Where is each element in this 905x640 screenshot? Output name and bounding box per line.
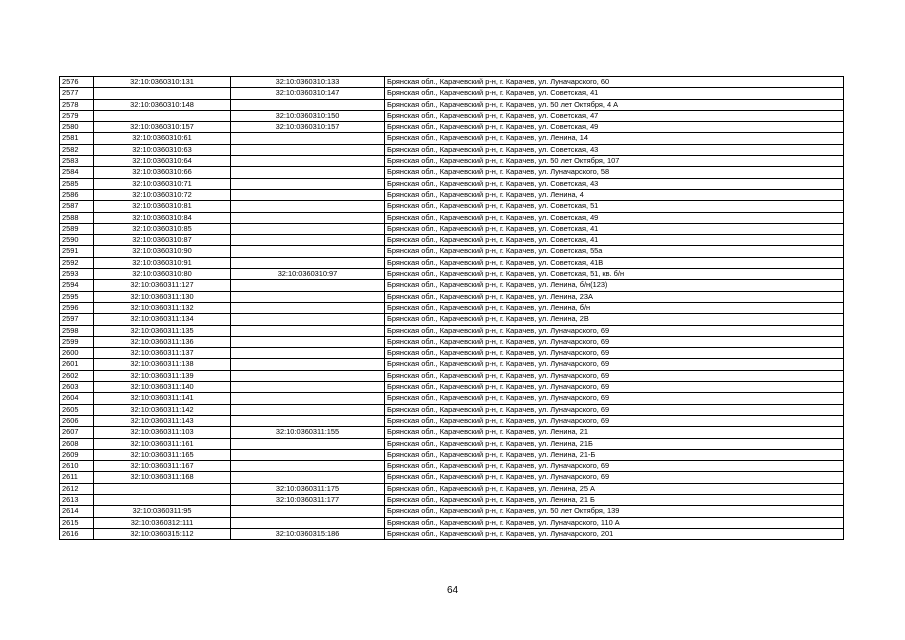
address-cell: Брянская обл., Карачевский р-н, г. Карачев, ул. Луначарского, 69 — [385, 404, 844, 415]
address-cell: Брянская обл., Карачевский р-н, г. Карачев, ул. Луначарского, 110 А — [385, 517, 844, 528]
table-row — [60, 415, 844, 426]
cadastral-number-cell: 32:10:0360310:81 — [94, 201, 231, 212]
cadastral-number-cell: 32:10:0360310:91 — [94, 257, 231, 268]
cadastral-number-cell: 32:10:0360310:84 — [94, 212, 231, 223]
row-number-cell: 2588 — [60, 212, 94, 223]
table-row — [60, 393, 844, 404]
row-number-cell: 2576 — [60, 77, 94, 88]
row-number-cell: 2581 — [60, 133, 94, 144]
table-row — [60, 404, 844, 415]
table-row — [60, 348, 844, 359]
row-number-cell: 2604 — [60, 393, 94, 404]
row-number-cell: 2594 — [60, 280, 94, 291]
table-row — [60, 314, 844, 325]
linked-cadastral-number-cell — [231, 133, 385, 144]
row-number-cell: 2610 — [60, 461, 94, 472]
cadastral-number-cell: 32:10:0360310:80 — [94, 269, 231, 280]
linked-cadastral-number-cell: 32:10:0360310:157 — [231, 122, 385, 133]
cadastral-number-cell: 32:10:0360311:140 — [94, 382, 231, 393]
linked-cadastral-number-cell — [231, 449, 385, 460]
linked-cadastral-number-cell — [231, 461, 385, 472]
table-row — [60, 472, 844, 483]
table-row — [60, 156, 844, 167]
address-cell: Брянская обл., Карачевский р-н, г. Карачев, ул. Луначарского, 69 — [385, 415, 844, 426]
address-cell: Брянская обл., Карачевский р-н, г. Карачев, ул. 50 лет Октября, 107 — [385, 156, 844, 167]
address-cell: Брянская обл., Карачевский р-н, г. Карачев, ул. Луначарского, 58 — [385, 167, 844, 178]
table-row — [60, 302, 844, 313]
table-row — [60, 280, 844, 291]
linked-cadastral-number-cell — [231, 257, 385, 268]
cadastral-number-cell: 32:10:0360310:85 — [94, 223, 231, 234]
table-row — [60, 461, 844, 472]
table-row — [60, 189, 844, 200]
row-number-cell: 2580 — [60, 122, 94, 133]
row-number-cell: 2585 — [60, 178, 94, 189]
address-cell: Брянская обл., Карачевский р-н, г. Карачев, ул. Луначарского, 69 — [385, 370, 844, 381]
row-number-cell: 2582 — [60, 144, 94, 155]
address-cell: Брянская обл., Карачевский р-н, г. Карачев, ул. Луначарского, 69 — [385, 461, 844, 472]
address-cell: Брянская обл., Карачевский р-н, г. Карачев, ул. Луначарского, 69 — [385, 325, 844, 336]
linked-cadastral-number-cell — [231, 404, 385, 415]
linked-cadastral-number-cell: 32:10:0360310:147 — [231, 88, 385, 99]
cadastral-number-cell: 32:10:0360311:137 — [94, 348, 231, 359]
address-cell: Брянская обл., Карачевский р-н, г. Карачев, ул. Советская, 49 — [385, 212, 844, 223]
address-cell: Брянская обл., Карачевский р-н, г. Карачев, ул. Луначарского, 69 — [385, 472, 844, 483]
address-cell: Брянская обл., Карачевский р-н, г. Карачев, ул. 50 лет Октября, 139 — [385, 506, 844, 517]
linked-cadastral-number-cell — [231, 506, 385, 517]
cadastral-number-cell: 32:10:0360310:63 — [94, 144, 231, 155]
linked-cadastral-number-cell — [231, 382, 385, 393]
row-number-cell: 2616 — [60, 528, 94, 539]
cadastral-number-cell: 32:10:0360311:165 — [94, 449, 231, 460]
linked-cadastral-number-cell — [231, 348, 385, 359]
address-cell: Брянская обл., Карачевский р-н, г. Карачев, ул. Советская, 41 — [385, 235, 844, 246]
linked-cadastral-number-cell — [231, 144, 385, 155]
cadastral-number-cell: 32:10:0360311:168 — [94, 472, 231, 483]
linked-cadastral-number-cell — [231, 472, 385, 483]
linked-cadastral-number-cell: 32:10:0360311:155 — [231, 427, 385, 438]
cadastral-number-cell: 32:10:0360310:87 — [94, 235, 231, 246]
cadastral-number-cell: 32:10:0360311:103 — [94, 427, 231, 438]
table-row — [60, 167, 844, 178]
row-number-cell: 2601 — [60, 359, 94, 370]
address-cell: Брянская обл., Карачевский р-н, г. Карачев, ул. Луначарского, 69 — [385, 348, 844, 359]
table-row — [60, 178, 844, 189]
address-cell: Брянская обл., Карачевский р-н, г. Карачев, ул. Луначарского, 69 — [385, 393, 844, 404]
linked-cadastral-number-cell — [231, 370, 385, 381]
cadastral-number-cell: 32:10:0360310:71 — [94, 178, 231, 189]
table-row — [60, 133, 844, 144]
linked-cadastral-number-cell — [231, 201, 385, 212]
table-row — [60, 223, 844, 234]
address-cell: Брянская обл., Карачевский р-н, г. Карачев, ул. Луначарского, 69 — [385, 382, 844, 393]
row-number-cell: 2590 — [60, 235, 94, 246]
row-number-cell: 2596 — [60, 302, 94, 313]
cadastral-number-cell: 32:10:0360310:131 — [94, 77, 231, 88]
cadastral-number-cell: 32:10:0360310:148 — [94, 99, 231, 110]
cadastral-number-cell: 32:10:0360311:134 — [94, 314, 231, 325]
table-row — [60, 517, 844, 528]
row-number-cell: 2602 — [60, 370, 94, 381]
table-row — [60, 110, 844, 121]
cadastral-number-cell: 32:10:0360311:161 — [94, 438, 231, 449]
registry-table — [59, 76, 844, 540]
address-cell: Брянская обл., Карачевский р-н, г. Карачев, ул. Ленина, 21 — [385, 427, 844, 438]
linked-cadastral-number-cell: 32:10:0360310:150 — [231, 110, 385, 121]
address-cell: Брянская обл., Карачевский р-н, г. Карачев, ул. Луначарского, 69 — [385, 336, 844, 347]
table-row — [60, 359, 844, 370]
cadastral-number-cell: 32:10:0360311:167 — [94, 461, 231, 472]
cadastral-number-cell: 32:10:0360310:72 — [94, 189, 231, 200]
linked-cadastral-number-cell — [231, 336, 385, 347]
cadastral-number-cell: 32:10:0360311:142 — [94, 404, 231, 415]
cadastral-number-cell — [94, 110, 231, 121]
row-number-cell: 2577 — [60, 88, 94, 99]
linked-cadastral-number-cell — [231, 291, 385, 302]
table-row — [60, 506, 844, 517]
page-number: 64 — [446, 585, 459, 596]
address-cell: Брянская обл., Карачевский р-н, г. Карачев, ул. 50 лет Октября, 4 А — [385, 99, 844, 110]
linked-cadastral-number-cell — [231, 393, 385, 404]
row-number-cell: 2591 — [60, 246, 94, 257]
linked-cadastral-number-cell — [231, 302, 385, 313]
row-number-cell: 2613 — [60, 494, 94, 505]
address-cell: Брянская обл., Карачевский р-н, г. Карачев, ул. Советская, 43 — [385, 178, 844, 189]
cadastral-number-cell: 32:10:0360310:157 — [94, 122, 231, 133]
linked-cadastral-number-cell — [231, 325, 385, 336]
linked-cadastral-number-cell: 32:10:0360315:186 — [231, 528, 385, 539]
table-row — [60, 77, 844, 88]
linked-cadastral-number-cell — [231, 212, 385, 223]
address-cell: Брянская обл., Карачевский р-н, г. Карачев, ул. Луначарского, 201 — [385, 528, 844, 539]
cadastral-number-cell: 32:10:0360311:95 — [94, 506, 231, 517]
linked-cadastral-number-cell: 32:10:0360311:175 — [231, 483, 385, 494]
table-row — [60, 291, 844, 302]
row-number-cell: 2607 — [60, 427, 94, 438]
table-row — [60, 336, 844, 347]
table-row — [60, 449, 844, 460]
address-cell: Брянская обл., Карачевский р-н, г. Карачев, ул. Советская, 41В — [385, 257, 844, 268]
row-number-cell: 2587 — [60, 201, 94, 212]
address-cell: Брянская обл., Карачевский р-н, г. Карачев, ул. Ленина, 23А — [385, 291, 844, 302]
cadastral-number-cell: 32:10:0360310:64 — [94, 156, 231, 167]
registry-table-body — [60, 77, 844, 540]
address-cell: Брянская обл., Карачевский р-н, г. Карачев, ул. Ленина, 14 — [385, 133, 844, 144]
row-number-cell: 2579 — [60, 110, 94, 121]
address-cell: Брянская обл., Карачевский р-н, г. Карачев, ул. Советская, 51, кв. б/н — [385, 269, 844, 280]
table-row — [60, 269, 844, 280]
table-row — [60, 235, 844, 246]
linked-cadastral-number-cell: 32:10:0360311:177 — [231, 494, 385, 505]
linked-cadastral-number-cell — [231, 99, 385, 110]
row-number-cell: 2609 — [60, 449, 94, 460]
table-row — [60, 122, 844, 133]
row-number-cell: 2589 — [60, 223, 94, 234]
table-row — [60, 325, 844, 336]
address-cell: Брянская обл., Карачевский р-н, г. Карачев, ул. Ленина, 21 Б — [385, 494, 844, 505]
row-number-cell: 2586 — [60, 189, 94, 200]
table-row — [60, 212, 844, 223]
table-row — [60, 370, 844, 381]
linked-cadastral-number-cell — [231, 280, 385, 291]
row-number-cell: 2608 — [60, 438, 94, 449]
linked-cadastral-number-cell: 32:10:0360310:133 — [231, 77, 385, 88]
row-number-cell: 2593 — [60, 269, 94, 280]
row-number-cell: 2597 — [60, 314, 94, 325]
cadastral-number-cell: 32:10:0360312:111 — [94, 517, 231, 528]
cadastral-number-cell: 32:10:0360310:61 — [94, 133, 231, 144]
linked-cadastral-number-cell — [231, 359, 385, 370]
address-cell: Брянская обл., Карачевский р-н, г. Карачев, ул. Советская, 47 — [385, 110, 844, 121]
table-row — [60, 494, 844, 505]
cadastral-number-cell: 32:10:0360311:127 — [94, 280, 231, 291]
row-number-cell: 2614 — [60, 506, 94, 517]
address-cell: Брянская обл., Карачевский р-н, г. Карачев, ул. Советская, 51 — [385, 201, 844, 212]
row-number-cell: 2612 — [60, 483, 94, 494]
row-number-cell: 2598 — [60, 325, 94, 336]
address-cell: Брянская обл., Карачевский р-н, г. Карачев, ул. Ленина, 2В — [385, 314, 844, 325]
cadastral-number-cell: 32:10:0360315:112 — [94, 528, 231, 539]
row-number-cell: 2605 — [60, 404, 94, 415]
address-cell: Брянская обл., Карачевский р-н, г. Карачев, ул. Луначарского, 60 — [385, 77, 844, 88]
cadastral-number-cell: 32:10:0360311:136 — [94, 336, 231, 347]
linked-cadastral-number-cell — [231, 246, 385, 257]
table-row — [60, 201, 844, 212]
address-cell: Брянская обл., Карачевский р-н, г. Карачев, ул. Ленина, 21Б — [385, 438, 844, 449]
row-number-cell: 2606 — [60, 415, 94, 426]
linked-cadastral-number-cell — [231, 517, 385, 528]
table-row — [60, 528, 844, 539]
row-number-cell: 2592 — [60, 257, 94, 268]
cadastral-number-cell: 32:10:0360311:132 — [94, 302, 231, 313]
address-cell: Брянская обл., Карачевский р-н, г. Карачев, ул. Ленина, б/н(123) — [385, 280, 844, 291]
linked-cadastral-number-cell — [231, 223, 385, 234]
cadastral-number-cell — [94, 483, 231, 494]
cadastral-number-cell: 32:10:0360311:130 — [94, 291, 231, 302]
table-row — [60, 427, 844, 438]
address-cell: Брянская обл., Карачевский р-н, г. Карачев, ул. Ленина, 25 А — [385, 483, 844, 494]
cadastral-number-cell: 32:10:0360310:90 — [94, 246, 231, 257]
linked-cadastral-number-cell: 32:10:0360310:97 — [231, 269, 385, 280]
table-row — [60, 99, 844, 110]
address-cell: Брянская обл., Карачевский р-н, г. Карачев, ул. Ленина, 4 — [385, 189, 844, 200]
cadastral-number-cell: 32:10:0360311:141 — [94, 393, 231, 404]
address-cell: Брянская обл., Карачевский р-н, г. Карачев, ул. Советская, 43 — [385, 144, 844, 155]
table-row — [60, 257, 844, 268]
row-number-cell: 2611 — [60, 472, 94, 483]
table-row — [60, 88, 844, 99]
address-cell: Брянская обл., Карачевский р-н, г. Карачев, ул. Ленина, 21-Б — [385, 449, 844, 460]
address-cell: Брянская обл., Карачевский р-н, г. Карачев, ул. Ленина, б/н — [385, 302, 844, 313]
cadastral-number-cell — [94, 88, 231, 99]
row-number-cell: 2583 — [60, 156, 94, 167]
linked-cadastral-number-cell — [231, 314, 385, 325]
table-row — [60, 382, 844, 393]
table-row — [60, 144, 844, 155]
table-row — [60, 438, 844, 449]
address-cell: Брянская обл., Карачевский р-н, г. Карачев, ул. Луначарского, 69 — [385, 359, 844, 370]
linked-cadastral-number-cell — [231, 235, 385, 246]
linked-cadastral-number-cell — [231, 438, 385, 449]
cadastral-number-cell: 32:10:0360310:66 — [94, 167, 231, 178]
address-cell: Брянская обл., Карачевский р-н, г. Карачев, ул. Советская, 41 — [385, 88, 844, 99]
row-number-cell: 2600 — [60, 348, 94, 359]
address-cell: Брянская обл., Карачевский р-н, г. Карачев, ул. Советская, 49 — [385, 122, 844, 133]
linked-cadastral-number-cell — [231, 415, 385, 426]
linked-cadastral-number-cell — [231, 156, 385, 167]
row-number-cell: 2578 — [60, 99, 94, 110]
cadastral-number-cell: 32:10:0360311:135 — [94, 325, 231, 336]
row-number-cell: 2595 — [60, 291, 94, 302]
table-row — [60, 246, 844, 257]
linked-cadastral-number-cell — [231, 178, 385, 189]
linked-cadastral-number-cell — [231, 189, 385, 200]
row-number-cell: 2584 — [60, 167, 94, 178]
cadastral-number-cell: 32:10:0360311:138 — [94, 359, 231, 370]
cadastral-number-cell: 32:10:0360311:143 — [94, 415, 231, 426]
cadastral-number-cell: 32:10:0360311:139 — [94, 370, 231, 381]
table-row — [60, 483, 844, 494]
row-number-cell: 2615 — [60, 517, 94, 528]
address-cell: Брянская обл., Карачевский р-н, г. Карачев, ул. Советская, 55а — [385, 246, 844, 257]
address-cell: Брянская обл., Карачевский р-н, г. Карачев, ул. Советская, 41 — [385, 223, 844, 234]
cadastral-number-cell — [94, 494, 231, 505]
row-number-cell: 2603 — [60, 382, 94, 393]
linked-cadastral-number-cell — [231, 167, 385, 178]
row-number-cell: 2599 — [60, 336, 94, 347]
